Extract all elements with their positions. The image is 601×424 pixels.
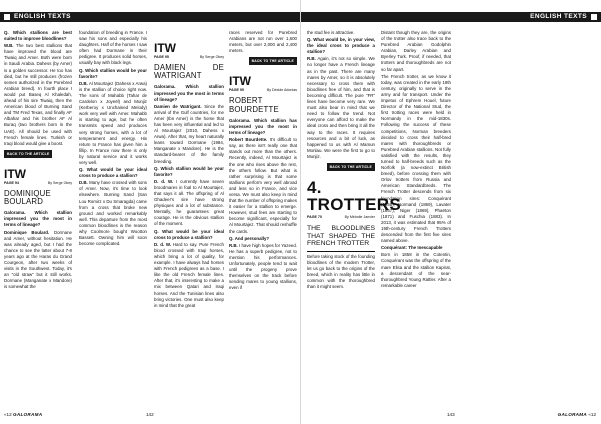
column-6 <box>381 30 451 412</box>
column-4 <box>229 30 297 412</box>
column-5 <box>307 30 402 412</box>
section-label: ENGLISH TEXTS <box>530 13 587 20</box>
paragraph: Before taking stock of the founding bloodlines of the modern Trotter, let us go back to the origins of the breed, which in reality has little in common with the thoroughbred than it might seem. <box>307 253 375 290</box>
interviewee-name: DAMIEN DE WATRIGANT <box>154 63 224 81</box>
answer: Al Mourtajez (Dahess x Arwa) is the stallion of choice right now. The sons of Mahabb (Tahar de Cardelon x Joyeël) and Munjiz (Kerberoy x Unchained Melody) work very well with Amer. Mahabb is starting to age, but he often transmits speed and produces very strong horses, with a lot of temperament and energy. His return to France has given him a fillip. In France now there is only by natural service and it works very well. <box>79 80 147 165</box>
byline: By Décide Adonias <box>266 88 297 93</box>
question: Q. What would be your ideal cross to produce a stallion? <box>79 167 147 179</box>
answer: I have high hopes for Yazeed. He has a superb pedigree, not to mention his performances. Unfortunately, people tend to wait until the progeny prove themselves on the track before sending mares to young stallions, even if <box>229 242 297 291</box>
page-number: 143 <box>447 412 455 417</box>
back-to-article-button[interactable]: BACK TO THE ARTICLE <box>327 163 375 171</box>
article-subtitle: THE BLOODLINES THAT SHAPED THE FRENCH TROTTER <box>307 225 375 248</box>
speaker: Robert Bourdette. <box>229 137 268 143</box>
magazine-logo: GALORAMA <box>557 412 588 417</box>
left-section-header <box>0 12 300 22</box>
answer: Many have crossed with sons of Amer. Now, it's time to look elsewhere. Burning Sand (San Lou Romirz x Du Smaragda) came from a cross that broke new ground and worked remarkably well. This departure from the most common bloodlines is the reason why Coolmore bought Wootton Bassett. Owning him will soon become complicated. <box>79 180 147 247</box>
answer: It's difficult to say, as there isn't really one that stands out more than the others. Recently, indeed, Al Mourtajez is the one who rises above the rest, the others follow. But what is rather surprising is that some stallions perform very well abroad and less so in France, and vice versa. We must also keep in mind that the number of offspring makes it easier for a stallion to emerge. However, stud fees are starting to become significant, especially for Al Mourtajez. That should reshuffle the cards. <box>229 137 297 234</box>
interview-block <box>4 168 72 206</box>
right-section-header <box>301 12 601 22</box>
chapter-title: 4. TROTTERS <box>307 178 402 215</box>
speaker: R.B. <box>307 56 316 62</box>
question: Which stallion has impressed you the most in terms of lineage? <box>229 117 297 136</box>
page-ref: PAGE 95 <box>229 88 244 93</box>
header-square-icon <box>4 14 10 20</box>
answer: The two best stallions that have improved the blood are Tiwaiq and Amer. Both were born in Saudi Arabia. Dahess (by Amer) is a golden successor. He too has died, but he still produces (frozen semen authorized in the Purebred Arabian breed). In fourth place I would put Baseq Al Khaledah, ahead of his sire Tiwaiq, then the American blood of Burning Sand and TM Fred Texas, and finally AF Albahar and his brother AF Al Buraq (two brothers born in the UAE). All should be used with French female lines. Turkish or Iraqi blood would give a boost. <box>4 43 73 146</box>
speaker: D.B. <box>79 180 88 186</box>
paragraph: The French trotter, as we know it today, was created in the early 19th century, originally to serve in the army and for transport. Under the impetus of Ephrem Houel, future Director of the National Stud, the first trotting races were held in Normandy in the mid-1830s. Following the success of these competitions, Norman breeders decided to cross their half-bred mares with thoroughbreds or Purebred Arabian stallions. Not fully satisfied with the results, they turned to half-breeds such as the Norfolk (a now-extinct British breed), before crossing them with Orlov trotters from Russia and American Standardbreds. The French Trotter descends from six foundation sires: Conquérant (1858), Normand (1869), Lavater (1867), Niger (1869), Phaëton (1871) and Fuschia (1883). In 2013, it was estimated that 95% of 19th-century French Trotters descended from the first five sires named above. <box>381 73 451 244</box>
answer: I currently have seven broodmares in foal to Al Mourtajez, that says it all. The offspring of Al Ghadeer's sire have strong physiques and a lot of substance. Mentally, he guarantees great courage. He is the obvious stallion of the moment. <box>154 178 224 227</box>
folio-edge: «12 <box>588 412 596 417</box>
left-folio <box>4 412 42 418</box>
page-ref: PAGE 95 <box>154 55 169 59</box>
byline: By Serge Okey <box>199 55 224 59</box>
back-to-article-button[interactable]: BACK TO THE ARTICLE <box>4 150 52 158</box>
byline: By Serge Okey <box>47 180 72 185</box>
speaker: Galorama. <box>154 84 176 90</box>
question: Which stallion impressed you the most in terms of lineage? <box>154 84 224 102</box>
question: Q. Which stallion would be your favorite? <box>79 67 147 79</box>
page-ref: PAGE 70 <box>307 215 322 220</box>
byline: By Mélodie Janvier <box>344 215 375 220</box>
page-number: 142 <box>146 412 154 417</box>
interviewee-name: DOMINIQUE BOULARD <box>4 188 51 207</box>
page-ref: PAGE 94 <box>4 180 19 185</box>
question: Q. And personally? <box>229 235 270 241</box>
column-2 <box>79 30 147 412</box>
divider <box>307 251 375 252</box>
magazine-logo: GALORAMA <box>12 412 43 417</box>
speaker: Damien de Watrigant. <box>154 103 202 109</box>
right-folio <box>558 412 596 418</box>
speaker: Dominique Boulard. <box>4 229 50 235</box>
subheading: Conquérant: The Inescapable <box>381 245 443 251</box>
question: Q. Which stallions are best suited to improve bloodlines? <box>4 30 72 42</box>
paragraph: foundation of breeding in France. I saw his sons and especially his daughters. Half of the horses I saw often had Dormane in their pedigree. It produces solid horses, usually bay with black legs. <box>79 30 147 66</box>
speaker: D.B. <box>79 80 88 86</box>
header-square-icon <box>591 14 597 20</box>
back-to-article-button[interactable]: BACK TO THE ARTICLE <box>249 57 297 65</box>
answer: Hard to say. Pure French blood crossed with Iraqi horses, which bring a lot of quality, for example. I have always had horses with French pedigrees as a base. I like the old French female lines. After that, it's interesting to make a mix between Qatari and Iraqi horses. And the Tunisian lines also bring victories. One must also keep in mind that the great <box>154 241 224 308</box>
question: Q. What would be your ideal cross to produce a stallion? <box>154 228 224 240</box>
interview-block <box>229 75 297 113</box>
speaker: D. d. W. <box>154 241 172 247</box>
right-page <box>300 0 600 424</box>
answer: Again, it's not so simple. We no longer have a French lineage as in the past. There are many mares by Amer, so it is absolutely necessary to cross them with bloodlines free of him, and that is becoming difficult. The pure "FR" lines have become very rare. We must also bear in mind that we need to follow the trend. Not everyone can afford to make the ideal cross and then bring it all the way to the races. It requires resources and a bit of luck, as happened to us with Al Mamun Monlau. We were the first to go to Munjiz. <box>307 56 375 159</box>
paragraph: Born in 1858 in the Cotentin, Conquérant was the offspring of the mare Elisa and the stallion Kapirat, a descendant of the near-thoroughbred Young Rattler. After a remarkable career <box>381 252 451 288</box>
speaker: D. d. W. <box>154 178 174 184</box>
folio-edge: «12 <box>4 412 12 417</box>
itw-heading: ITW <box>4 166 26 181</box>
left-page <box>0 0 300 424</box>
answer: Dormane and Amer, without hesitation. He was already aged, but I had the chance to see the latter about 7-8 years ago at the Haras du Grand Courgeon, after two weeks of visits in the Southwest. Today, it's an "old straw" but it still works. Dormane (Manganate x Mandore) is somewhat the <box>4 229 72 290</box>
paragraph: races reserved for Purebred Arabians are not run over 1,600 meters, but over 2,000 and 2,400 meters. <box>229 30 297 54</box>
question: Q. What would be, in your view, the ideal cross to produce a stallion? <box>307 37 375 55</box>
paragraph: Distant though they are, the origins of the trotter also trace back to the Purebred Arabian Godolphin Arabian, Darley Arabian and Byerley Turk. Proof, if needed, that trotters and thoroughbreds are not so far apart. <box>381 30 451 72</box>
speaker: Galorama. <box>229 117 251 123</box>
itw-heading: ITW <box>154 41 176 55</box>
itw-heading: ITW <box>229 74 251 89</box>
column-3 <box>154 30 224 412</box>
paragraph: the stud fee is attractive. <box>307 30 355 35</box>
answer: Since the arrival of the Gulf countries, for me Amer (Ibn Amer) is the horse that has been very influential and led to Al Mourtajez (2010, Dahess x Arwa). After that, my heart naturally leans toward Dormane (1984, Manganate x Mandore). He is the standard-bearer of the family breeding. <box>154 103 224 164</box>
column-1 <box>4 30 72 412</box>
interview-block <box>154 42 224 80</box>
question: Which stallion impressed you the most in terms of lineage? <box>4 210 72 228</box>
interviewee-name: ROBERT BOURDETTE <box>229 96 279 114</box>
speaker: W.B. <box>4 43 14 49</box>
speaker: R.B. <box>229 242 238 248</box>
section-label: ENGLISH TEXTS <box>14 13 71 20</box>
speaker: Galorama. <box>4 210 26 216</box>
question: Q. Which stallion would be your favorite? <box>154 165 224 177</box>
